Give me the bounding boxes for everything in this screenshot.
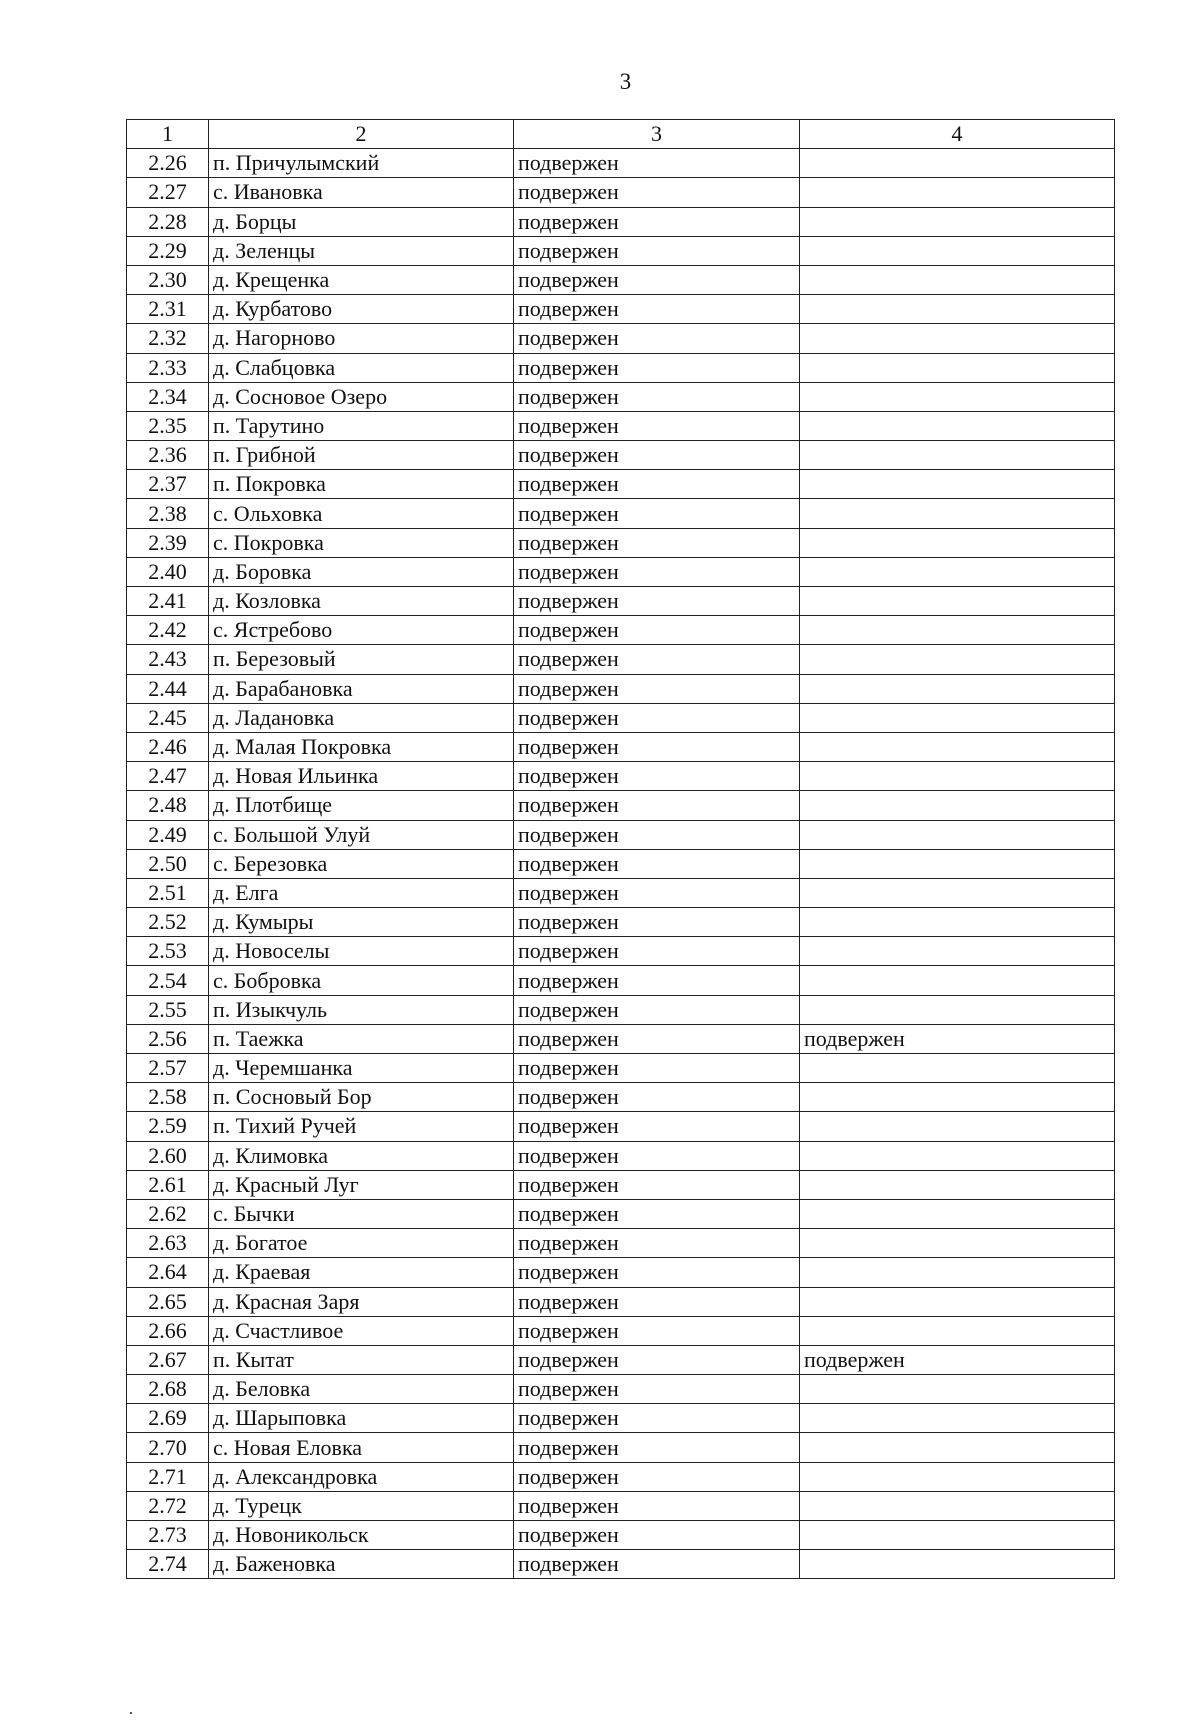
- col3-status-cell: подвержен: [514, 382, 800, 411]
- settlement-name-cell: д. Боровка: [209, 557, 514, 586]
- row-number-cell: 2.55: [127, 995, 209, 1024]
- col4-status-cell: [800, 908, 1115, 937]
- col4-status-cell: [800, 674, 1115, 703]
- settlement-name-cell: д. Счастливое: [209, 1316, 514, 1345]
- settlement-name-cell: д. Баженовка: [209, 1550, 514, 1579]
- settlement-name-cell: д. Курбатово: [209, 295, 514, 324]
- col4-status-cell: [800, 703, 1115, 732]
- col3-status-cell: подвержен: [514, 1404, 800, 1433]
- table-row: [127, 1404, 1115, 1433]
- table-row: [127, 878, 1115, 907]
- row-number-cell: 2.29: [127, 236, 209, 265]
- settlement-name-cell: п. Изыкчуль: [209, 995, 514, 1024]
- row-number-cell: 2.62: [127, 1199, 209, 1228]
- col4-status-cell: [800, 878, 1115, 907]
- col3-status-cell: подвержен: [514, 470, 800, 499]
- row-number-cell: 2.39: [127, 528, 209, 557]
- col4-status-cell: [800, 1199, 1115, 1228]
- col4-status-cell: подвержен: [800, 1024, 1115, 1053]
- settlement-name-cell: п. Кытат: [209, 1345, 514, 1374]
- col3-status-cell: подвержен: [514, 207, 800, 236]
- table-row: [127, 441, 1115, 470]
- col3-status-cell: подвержен: [514, 937, 800, 966]
- col4-status-cell: [800, 470, 1115, 499]
- table-row: [127, 207, 1115, 236]
- row-number-cell: 2.44: [127, 674, 209, 703]
- row-number-cell: 2.52: [127, 908, 209, 937]
- col3-status-cell: подвержен: [514, 1375, 800, 1404]
- col3-status-cell: подвержен: [514, 1287, 800, 1316]
- settlement-name-cell: п. Сосновый Бор: [209, 1083, 514, 1112]
- page-number: 3: [619, 69, 632, 94]
- settlement-name-cell: д. Крещенка: [209, 265, 514, 294]
- settlement-name-cell: д. Александровка: [209, 1462, 514, 1491]
- row-number-cell: 2.45: [127, 703, 209, 732]
- header-col-3: 3: [514, 120, 800, 149]
- col4-status-cell: [800, 1141, 1115, 1170]
- row-number-cell: 2.32: [127, 324, 209, 353]
- col4-status-cell: [800, 295, 1115, 324]
- header-col-4: 4: [800, 120, 1115, 149]
- settlement-name-cell: д. Плотбище: [209, 791, 514, 820]
- table-row: [127, 1287, 1115, 1316]
- row-number-cell: 2.28: [127, 207, 209, 236]
- col4-status-cell: [800, 178, 1115, 207]
- row-number-cell: 2.64: [127, 1258, 209, 1287]
- table-row: [127, 762, 1115, 791]
- col4-status-cell: [800, 820, 1115, 849]
- table-row: [127, 295, 1115, 324]
- col4-status-cell: [800, 1462, 1115, 1491]
- table-row: [127, 528, 1115, 557]
- settlement-name-cell: д. Красная Заря: [209, 1287, 514, 1316]
- col4-status-cell: [800, 411, 1115, 440]
- settlement-name-cell: п. Таежка: [209, 1024, 514, 1053]
- col4-status-cell: [800, 528, 1115, 557]
- col3-status-cell: подвержен: [514, 236, 800, 265]
- col3-status-cell: подвержен: [514, 616, 800, 645]
- row-number-cell: 2.30: [127, 265, 209, 294]
- settlement-name-cell: с. Ольховка: [209, 499, 514, 528]
- settlement-name-cell: п. Тарутино: [209, 411, 514, 440]
- settlement-name-cell: п. Покровка: [209, 470, 514, 499]
- table-row: [127, 1083, 1115, 1112]
- table-row: [127, 1375, 1115, 1404]
- row-number-cell: 2.48: [127, 791, 209, 820]
- row-number-cell: 2.59: [127, 1112, 209, 1141]
- settlement-name-cell: д. Новоникольск: [209, 1521, 514, 1550]
- row-number-cell: 2.36: [127, 441, 209, 470]
- col4-status-cell: [800, 616, 1115, 645]
- col3-status-cell: подвержен: [514, 908, 800, 937]
- col3-status-cell: подвержен: [514, 178, 800, 207]
- header-col-2: 2: [209, 120, 514, 149]
- col3-status-cell: подвержен: [514, 703, 800, 732]
- row-number-cell: 2.33: [127, 353, 209, 382]
- col3-status-cell: подвержен: [514, 1112, 800, 1141]
- col4-status-cell: [800, 1287, 1115, 1316]
- table-row: [127, 674, 1115, 703]
- col4-status-cell: [800, 1112, 1115, 1141]
- settlement-name-cell: д. Богатое: [209, 1229, 514, 1258]
- col4-status-cell: [800, 1229, 1115, 1258]
- settlement-name-cell: д. Краевая: [209, 1258, 514, 1287]
- row-number-cell: 2.42: [127, 616, 209, 645]
- settlement-name-cell: д. Беловка: [209, 1375, 514, 1404]
- settlement-name-cell: д. Слабцовка: [209, 353, 514, 382]
- row-number-cell: 2.43: [127, 645, 209, 674]
- col3-status-cell: подвержен: [514, 149, 800, 178]
- col3-status-cell: подвержен: [514, 353, 800, 382]
- col3-status-cell: подвержен: [514, 1491, 800, 1520]
- col3-status-cell: подвержен: [514, 499, 800, 528]
- table-row: [127, 908, 1115, 937]
- col3-status-cell: подвержен: [514, 820, 800, 849]
- table-row: [127, 1199, 1115, 1228]
- col4-status-cell: [800, 995, 1115, 1024]
- settlement-name-cell: д. Борцы: [209, 207, 514, 236]
- row-number-cell: 2.35: [127, 411, 209, 440]
- settlement-name-cell: с. Покровка: [209, 528, 514, 557]
- settlement-name-cell: п. Березовый: [209, 645, 514, 674]
- table-row: [127, 732, 1115, 761]
- row-number-cell: 2.72: [127, 1491, 209, 1520]
- col4-status-cell: [800, 499, 1115, 528]
- table-row: [127, 1112, 1115, 1141]
- col4-status-cell: [800, 1375, 1115, 1404]
- col3-status-cell: подвержен: [514, 1316, 800, 1345]
- col3-status-cell: подвержен: [514, 265, 800, 294]
- settlement-name-cell: д. Новоселы: [209, 937, 514, 966]
- row-number-cell: 2.49: [127, 820, 209, 849]
- scan-speck: [130, 1712, 132, 1714]
- row-number-cell: 2.66: [127, 1316, 209, 1345]
- settlement-name-cell: п. Грибной: [209, 441, 514, 470]
- row-number-cell: 2.61: [127, 1170, 209, 1199]
- settlement-name-cell: с. Новая Еловка: [209, 1433, 514, 1462]
- table-row: [127, 353, 1115, 382]
- table-row: [127, 791, 1115, 820]
- col3-status-cell: подвержен: [514, 411, 800, 440]
- row-number-cell: 2.26: [127, 149, 209, 178]
- row-number-cell: 2.40: [127, 557, 209, 586]
- table-row: [127, 1141, 1115, 1170]
- settlement-name-cell: п. Тихий Ручей: [209, 1112, 514, 1141]
- row-number-cell: 2.74: [127, 1550, 209, 1579]
- table-row: [127, 645, 1115, 674]
- col4-status-cell: [800, 324, 1115, 353]
- row-number-cell: 2.37: [127, 470, 209, 499]
- col4-status-cell: [800, 587, 1115, 616]
- col3-status-cell: подвержен: [514, 1521, 800, 1550]
- settlement-name-cell: д. Елга: [209, 878, 514, 907]
- row-number-cell: 2.58: [127, 1083, 209, 1112]
- settlement-name-cell: д. Ладановка: [209, 703, 514, 732]
- table-row: [127, 1433, 1115, 1462]
- col4-status-cell: [800, 382, 1115, 411]
- table-row: [127, 703, 1115, 732]
- row-number-cell: 2.68: [127, 1375, 209, 1404]
- row-number-cell: 2.27: [127, 178, 209, 207]
- row-number-cell: 2.50: [127, 849, 209, 878]
- row-number-cell: 2.53: [127, 937, 209, 966]
- col3-status-cell: подвержен: [514, 587, 800, 616]
- col4-status-cell: [800, 1521, 1115, 1550]
- row-number-cell: 2.38: [127, 499, 209, 528]
- row-number-cell: 2.56: [127, 1024, 209, 1053]
- col4-status-cell: [800, 645, 1115, 674]
- table-row: [127, 265, 1115, 294]
- table-row: [127, 470, 1115, 499]
- table-row: [127, 324, 1115, 353]
- table-row: [127, 616, 1115, 645]
- col4-status-cell: [800, 1491, 1115, 1520]
- col3-status-cell: подвержен: [514, 1229, 800, 1258]
- table-row: [127, 995, 1115, 1024]
- table-row: [127, 1024, 1115, 1053]
- row-number-cell: 2.73: [127, 1521, 209, 1550]
- col4-status-cell: [800, 353, 1115, 382]
- table-row: [127, 236, 1115, 265]
- col3-status-cell: подвержен: [514, 1141, 800, 1170]
- settlement-name-cell: с. Березовка: [209, 849, 514, 878]
- settlement-name-cell: д. Зеленцы: [209, 236, 514, 265]
- col3-status-cell: подвержен: [514, 1433, 800, 1462]
- col3-status-cell: подвержен: [514, 762, 800, 791]
- col3-status-cell: подвержен: [514, 1170, 800, 1199]
- settlement-name-cell: д. Малая Покровка: [209, 732, 514, 761]
- row-number-cell: 2.31: [127, 295, 209, 324]
- col3-status-cell: подвержен: [514, 1083, 800, 1112]
- col4-status-cell: [800, 937, 1115, 966]
- header-col-1: 1: [127, 120, 209, 149]
- settlement-name-cell: д. Черемшанка: [209, 1054, 514, 1083]
- row-number-cell: 2.67: [127, 1345, 209, 1374]
- table-row: [127, 849, 1115, 878]
- table-row: [127, 149, 1115, 178]
- col3-status-cell: подвержен: [514, 441, 800, 470]
- col3-status-cell: подвержен: [514, 1258, 800, 1287]
- table-row: [127, 1170, 1115, 1199]
- col4-status-cell: [800, 1550, 1115, 1579]
- row-number-cell: 2.69: [127, 1404, 209, 1433]
- col4-status-cell: [800, 966, 1115, 995]
- settlement-name-cell: д. Барабановка: [209, 674, 514, 703]
- settlement-name-cell: п. Причулымский: [209, 149, 514, 178]
- table-row: [127, 1316, 1115, 1345]
- table-body: [127, 149, 1115, 1579]
- settlements-table: [126, 119, 1115, 1579]
- settlement-name-cell: с. Ивановка: [209, 178, 514, 207]
- settlement-name-cell: д. Сосновое Озеро: [209, 382, 514, 411]
- col3-status-cell: подвержен: [514, 1550, 800, 1579]
- table-row: [127, 1491, 1115, 1520]
- col3-status-cell: подвержен: [514, 966, 800, 995]
- table-row: [127, 587, 1115, 616]
- table-row: [127, 499, 1115, 528]
- col4-status-cell: [800, 1433, 1115, 1462]
- row-number-cell: 2.60: [127, 1141, 209, 1170]
- col4-status-cell: [800, 1258, 1115, 1287]
- header-row: [127, 120, 1115, 149]
- settlement-name-cell: д. Турецк: [209, 1491, 514, 1520]
- col3-status-cell: подвержен: [514, 732, 800, 761]
- table-row: [127, 382, 1115, 411]
- col3-status-cell: подвержен: [514, 1345, 800, 1374]
- col3-status-cell: подвержен: [514, 791, 800, 820]
- table-row: [127, 1258, 1115, 1287]
- col4-status-cell: [800, 1170, 1115, 1199]
- col3-status-cell: подвержен: [514, 995, 800, 1024]
- table-row: [127, 1521, 1115, 1550]
- col4-status-cell: [800, 762, 1115, 791]
- col3-status-cell: подвержен: [514, 295, 800, 324]
- col4-status-cell: [800, 791, 1115, 820]
- col4-status-cell: [800, 732, 1115, 761]
- col3-status-cell: подвержен: [514, 324, 800, 353]
- col4-status-cell: [800, 207, 1115, 236]
- row-number-cell: 2.57: [127, 1054, 209, 1083]
- col4-status-cell: подвержен: [800, 1345, 1115, 1374]
- table-row: [127, 411, 1115, 440]
- settlement-name-cell: д. Кумыры: [209, 908, 514, 937]
- row-number-cell: 2.63: [127, 1229, 209, 1258]
- table-row: [127, 178, 1115, 207]
- settlement-name-cell: с. Большой Улуй: [209, 820, 514, 849]
- col3-status-cell: подвержен: [514, 528, 800, 557]
- settlement-name-cell: с. Ястребово: [209, 616, 514, 645]
- col4-status-cell: [800, 557, 1115, 586]
- settlement-name-cell: д. Шарыповка: [209, 1404, 514, 1433]
- row-number-cell: 2.54: [127, 966, 209, 995]
- table-row: [127, 1054, 1115, 1083]
- col3-status-cell: подвержен: [514, 674, 800, 703]
- table-row: [127, 937, 1115, 966]
- col4-status-cell: [800, 1054, 1115, 1083]
- table-row: [127, 1550, 1115, 1579]
- col4-status-cell: [800, 149, 1115, 178]
- col3-status-cell: подвержен: [514, 557, 800, 586]
- table-row: [127, 1462, 1115, 1491]
- settlement-name-cell: д. Красный Луг: [209, 1170, 514, 1199]
- row-number-cell: 2.71: [127, 1462, 209, 1491]
- row-number-cell: 2.70: [127, 1433, 209, 1462]
- row-number-cell: 2.41: [127, 587, 209, 616]
- row-number-cell: 2.47: [127, 762, 209, 791]
- row-number-cell: 2.34: [127, 382, 209, 411]
- col3-status-cell: подвержен: [514, 1024, 800, 1053]
- col4-status-cell: [800, 441, 1115, 470]
- col4-status-cell: [800, 236, 1115, 265]
- col3-status-cell: подвержен: [514, 849, 800, 878]
- table-row: [127, 557, 1115, 586]
- row-number-cell: 2.51: [127, 878, 209, 907]
- row-number-cell: 2.46: [127, 732, 209, 761]
- settlement-name-cell: д. Нагорново: [209, 324, 514, 353]
- settlement-name-cell: д. Новая Ильинка: [209, 762, 514, 791]
- col4-status-cell: [800, 265, 1115, 294]
- col3-status-cell: подвержен: [514, 1462, 800, 1491]
- col3-status-cell: подвержен: [514, 645, 800, 674]
- table-row: [127, 966, 1115, 995]
- row-number-cell: 2.65: [127, 1287, 209, 1316]
- table-row: [127, 1345, 1115, 1374]
- settlement-name-cell: д. Климовка: [209, 1141, 514, 1170]
- table-row: [127, 1229, 1115, 1258]
- settlement-name-cell: д. Козловка: [209, 587, 514, 616]
- col3-status-cell: подвержен: [514, 1199, 800, 1228]
- col4-status-cell: [800, 1404, 1115, 1433]
- col3-status-cell: подвержен: [514, 1054, 800, 1083]
- col4-status-cell: [800, 1083, 1115, 1112]
- table-row: [127, 820, 1115, 849]
- col4-status-cell: [800, 1316, 1115, 1345]
- col3-status-cell: подвержен: [514, 878, 800, 907]
- col4-status-cell: [800, 849, 1115, 878]
- settlement-name-cell: с. Бычки: [209, 1199, 514, 1228]
- settlement-name-cell: с. Бобровка: [209, 966, 514, 995]
